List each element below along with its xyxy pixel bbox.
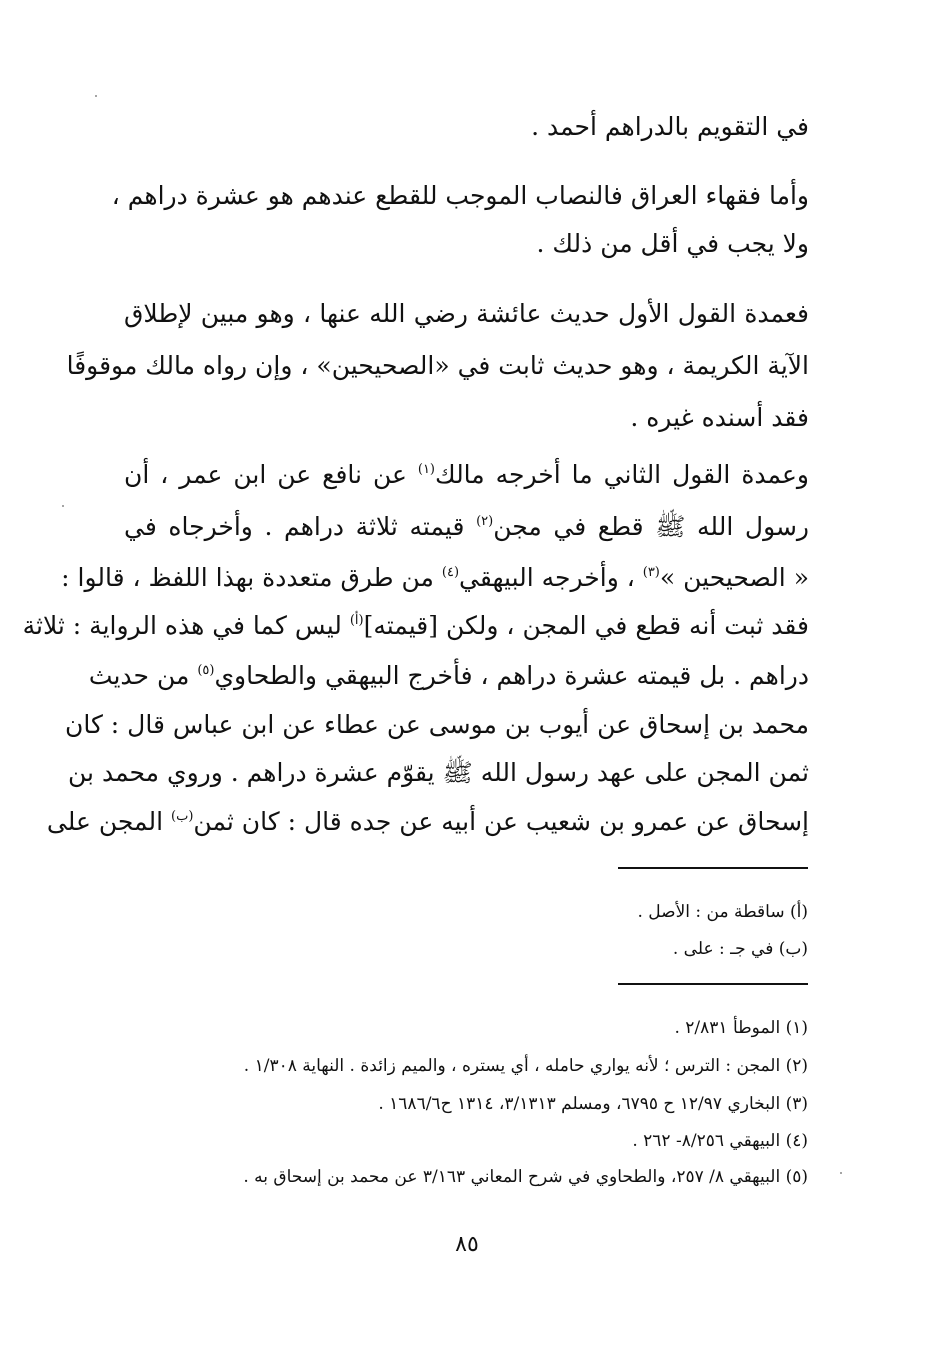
body-line bbox=[124, 455, 809, 495]
footnote: (٥) البيهقي ٨/ ٢٥٧، والطحاوي في شرح المعاني ٣/١٦٣ عن محمد بن إسحاق به . bbox=[243, 1167, 808, 1187]
text-run: من حديث bbox=[88, 661, 190, 690]
text-run: دراهم . بل قيمته عشرة دراهم ، فأخرج البيهقي والطحاوي bbox=[214, 661, 809, 690]
body-line: الآية الكريمة ، وهو حديث ثابت في «الصحيحين» ، وإن رواه مالك موقوفًا bbox=[66, 351, 809, 380]
footnote-marker[interactable]: (١) bbox=[417, 462, 435, 477]
footnote-marker[interactable]: (٢) bbox=[476, 514, 494, 529]
scan-speck bbox=[95, 95, 97, 97]
scan-speck bbox=[840, 1172, 842, 1174]
body-line: في التقويم بالدراهم أحمد . bbox=[531, 112, 809, 141]
body-line bbox=[46, 802, 809, 842]
body-line: فقد أسنده غيره . bbox=[630, 403, 809, 432]
text-run: وعمدة القول الثاني ما أخرجه مالك bbox=[435, 460, 809, 489]
body-line: فعمدة القول الأول حديث عائشة رضي الله عنها ، وهو مبين لإطلاق bbox=[124, 299, 809, 328]
apparatus-rule bbox=[618, 867, 808, 869]
body-line: وأما فقهاء العراق فالنصاب الموجب للقطع عندهم هو عشرة دراهم ، bbox=[111, 181, 809, 210]
footnote: (١) الموطأ ٢/٨٣١ . bbox=[674, 1018, 808, 1038]
text-run: رسول الله ﷺ قطع في مجن bbox=[493, 512, 809, 541]
body-line: محمد بن إسحاق عن أيوب بن موسى عن عطاء عن ابن عباس قال : كان bbox=[64, 710, 809, 739]
text-run: قيمته ثلاثة دراهم . وأخرجاه في bbox=[124, 512, 465, 541]
text-run: ، وأخرجه البيهقي bbox=[459, 563, 635, 592]
body-line bbox=[88, 656, 809, 696]
body-line bbox=[124, 507, 809, 547]
body-line bbox=[22, 606, 809, 646]
footnote: (٢) المجن : الترس ؛ لأنه يواري حامله ، أي يستره ، والميم زائدة . النهاية ١/٣٠٨ . bbox=[243, 1056, 808, 1076]
body-line: ولا يجب في أقل من ذلك . bbox=[536, 229, 809, 258]
footnote-marker[interactable]: (٤) bbox=[441, 565, 460, 580]
text-run: « الصحيحين » bbox=[659, 563, 809, 592]
text-run: إسحاق عن عمرو بن شعيب عن أبيه عن جده قال : كان ثمن bbox=[193, 807, 809, 836]
footnote: (٣) البخاري ١٢/٩٧ ح ٦٧٩٥، ومسلم ٣/١٣١٣، ١٣١٤ ح١٦٨٦/٦ . bbox=[378, 1094, 808, 1114]
body-line: ثمن المجن على عهد رسول الله ﷺ يقوّم عشرة دراهم . وروي محمد بن bbox=[68, 758, 809, 787]
footnote: (٤) البيهقي ٨/٢٥٦- ٢٦٢ . bbox=[632, 1131, 808, 1151]
text-run: ليس كما في هذه الرواية : ثلاثة bbox=[22, 611, 342, 640]
footnote-rule bbox=[618, 983, 808, 985]
apparatus-marker[interactable]: (أ) bbox=[349, 613, 364, 628]
apparatus-note: (ب) في جـ : على . bbox=[672, 939, 808, 959]
apparatus-marker[interactable]: (ب) bbox=[171, 809, 194, 824]
text-run: فقد ثبت أنه قطع في المجن ، ولكن [قيمته] bbox=[363, 611, 809, 640]
text-run: من طرق متعددة بهذا اللفظ ، قالوا : bbox=[61, 563, 434, 592]
body-line bbox=[61, 558, 809, 598]
scan-speck bbox=[62, 505, 64, 507]
footnote-marker[interactable]: (٥) bbox=[197, 663, 215, 678]
text-run: عن نافع عن ابن عمر ، أن bbox=[124, 460, 407, 489]
text-run: المجن على bbox=[46, 807, 164, 836]
footnote-marker[interactable]: (٣) bbox=[642, 565, 660, 580]
apparatus-note: (أ) ساقطة من : الأصل . bbox=[637, 902, 808, 922]
page-number: ٨٥ bbox=[455, 1232, 479, 1257]
